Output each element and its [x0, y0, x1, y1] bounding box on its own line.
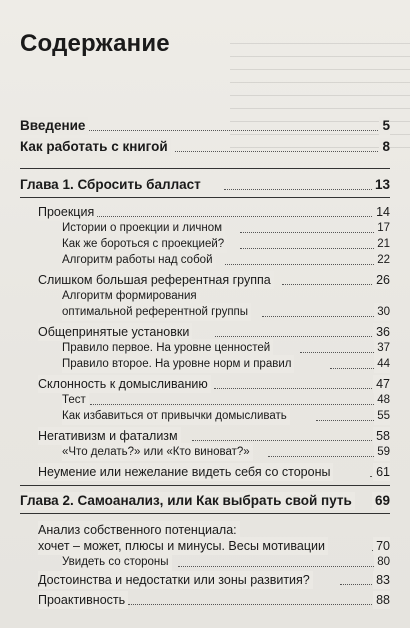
- toc-entry-text: оптимальной референтной группы: [62, 303, 251, 321]
- toc-entry-text: Увидеть со стороны: [62, 553, 172, 571]
- toc-entry-page: 36: [373, 323, 390, 341]
- toc-entry-howto: [0, 138, 410, 156]
- toc-entry: [0, 591, 410, 609]
- toc-entry-text: Проекция: [38, 203, 97, 221]
- divider: [20, 168, 390, 169]
- leader-dots: [224, 188, 384, 190]
- toc-entry-text: Анализ собственного потенциала:: [38, 521, 240, 539]
- toc-entry-page: 83: [373, 571, 390, 589]
- divider: [20, 197, 390, 198]
- toc-entry-text: Общепринятые установки: [38, 323, 192, 341]
- toc-entry-text: Как работать с книгой: [20, 138, 171, 156]
- divider: [20, 513, 390, 514]
- toc-entry-page: 47: [373, 375, 390, 393]
- toc-entry-text: «Что делать?» или «Кто виноват?»: [62, 443, 253, 461]
- toc-entry-text: Достоинства и недостатки или зоны развития?: [38, 571, 313, 589]
- toc-entry-text: Слишком большая референтная группа: [38, 271, 274, 289]
- chapter-page: 13: [372, 176, 390, 194]
- leader-dots: [214, 387, 386, 389]
- toc-subentry: [0, 407, 410, 425]
- toc-entry-page: 48: [374, 391, 390, 409]
- leader-dots: [90, 403, 386, 405]
- toc-entry-page: 5: [379, 117, 390, 135]
- toc-subentry: [0, 303, 410, 321]
- toc-entry: [0, 463, 410, 481]
- leader-dots: [175, 150, 388, 152]
- toc-entry-page: 88: [373, 591, 390, 609]
- toc-subentry: [0, 443, 410, 461]
- toc-entry-page: 14: [373, 203, 390, 221]
- toc-entry-text: Правило первое. На уровне ценностей: [62, 339, 273, 357]
- toc-entry-page: 30: [374, 303, 390, 321]
- toc-entry-text: Проактивность: [38, 591, 128, 609]
- toc-entry-text: Тест: [62, 391, 89, 409]
- leader-dots: [215, 335, 386, 337]
- toc-entry-text: хочет – может, плюсы и минусы. Весы мотивации: [38, 537, 328, 555]
- toc-entry-page: 37: [374, 339, 390, 357]
- toc-chapter-1: [0, 176, 410, 194]
- leader-dots: [240, 247, 386, 249]
- chapter-page: 69: [372, 492, 390, 510]
- toc-entry-text: Правило второе. На уровне норм и правил: [62, 355, 294, 373]
- leader-dots: [192, 439, 386, 441]
- toc-entry-page: 22: [374, 251, 390, 269]
- toc-entry-page: 59: [374, 443, 390, 461]
- toc-entry-intro: [0, 117, 410, 135]
- chapter-title: Глава 2. Самоанализ, или Как выбрать свой путь: [20, 492, 355, 510]
- divider: [20, 485, 390, 486]
- leader-dots: [262, 315, 386, 317]
- toc-entry-page: 44: [374, 355, 390, 373]
- chapter-title: Глава 1. Сбросить балласт: [20, 176, 204, 194]
- toc-entry-text: Как же бороться с проекцией?: [62, 235, 227, 253]
- leader-dots: [240, 231, 386, 233]
- toc-subentry: [0, 355, 410, 373]
- toc-entry-page: 61: [373, 463, 390, 481]
- leader-dots: [268, 455, 386, 457]
- toc-entry-text: Алгоритм работы над собой: [62, 251, 216, 269]
- toc-entry-page: 58: [373, 427, 390, 445]
- toc-entry: [0, 571, 410, 589]
- toc-entry-page: 8: [379, 138, 390, 156]
- leader-dots: [282, 283, 386, 285]
- toc-entry-page: 21: [374, 235, 390, 253]
- leader-dots: [96, 215, 386, 217]
- toc-entry-page: 70: [373, 537, 390, 555]
- leader-dots: [128, 603, 386, 605]
- toc-entry-text: Истории о проекции и личном: [62, 219, 225, 237]
- leader-dots: [225, 263, 386, 265]
- toc-entry-text: Введение: [20, 117, 88, 135]
- toc-entry-text: Негативизм и фатализм: [38, 427, 181, 445]
- toc-subentry: [0, 251, 410, 269]
- toc-entry-page: 17: [374, 219, 390, 237]
- toc-entry-page: 26: [373, 271, 390, 289]
- toc-entry-text: Неумение или нежелание видеть себя со стороны: [38, 463, 333, 481]
- toc-entry-text: Алгоритм формирования: [62, 287, 200, 305]
- toc-subentry: [0, 553, 410, 571]
- toc-entry-page: 55: [374, 407, 390, 425]
- toc-entry-text: Склонность к домысливанию: [38, 375, 211, 393]
- leader-dots: [178, 565, 386, 567]
- leader-dots: [300, 351, 386, 353]
- toc-entry-page: 80: [374, 553, 390, 571]
- leader-dots: [82, 129, 388, 131]
- page-title: Содержание: [20, 30, 170, 57]
- toc-chapter-2: [0, 492, 410, 510]
- toc-entry-text: Как избавиться от привычки домысливать: [62, 407, 290, 425]
